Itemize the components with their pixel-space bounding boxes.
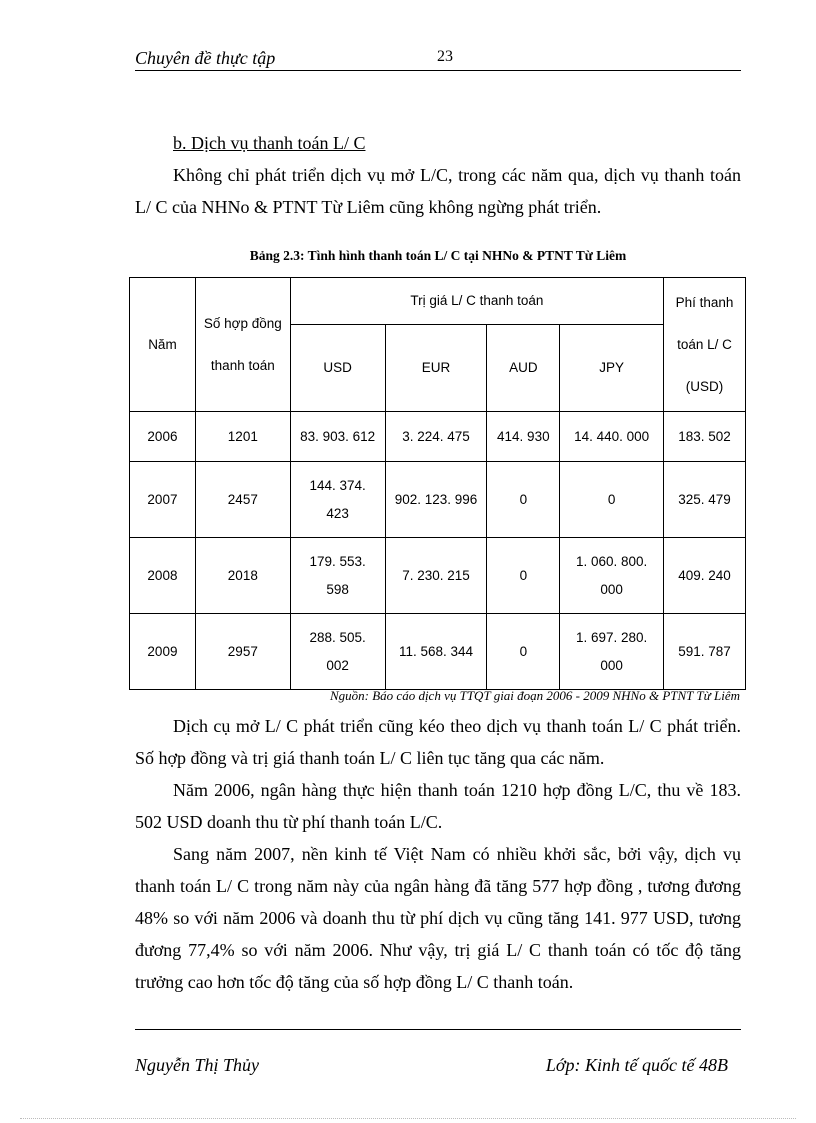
cell-year: 2009 <box>130 614 196 690</box>
section-title: b. Dịch vụ thanh toán L/ C <box>173 133 366 153</box>
cell-fee: 409. 240 <box>664 538 746 614</box>
header-fee-line3: (USD) <box>685 378 724 394</box>
cell-contracts: 2457 <box>195 462 290 538</box>
cell-year: 2007 <box>130 462 196 538</box>
cell-year: 2006 <box>130 412 196 462</box>
cell-usd <box>290 412 385 462</box>
table-header-row <box>130 278 746 325</box>
intro-paragraph <box>135 159 741 223</box>
body-paragraph <box>135 710 741 774</box>
header-contracts <box>195 278 290 412</box>
cell-aud: 414. 930 <box>487 412 560 462</box>
header-usd: USD <box>290 325 385 412</box>
lc-payment-table <box>129 277 746 690</box>
header-contracts-line1: Số hợp đồng <box>203 315 282 331</box>
cell-jpy-line1: 14. 440. 000 <box>574 428 650 444</box>
cell-jpy <box>560 412 664 462</box>
header-value-group: Trị giá L/ C thanh toán <box>290 278 663 325</box>
cell-usd-line2: 598 <box>326 581 349 597</box>
intro-text: Không chỉ phát triển dịch vụ mở L/C, trong các năm qua, dịch vụ thanh toán L/ C của NHNo & PTNT Từ Liêm cũng không ngừng phát triển. <box>135 165 741 217</box>
cell-jpy <box>560 614 664 690</box>
table-row <box>130 538 746 614</box>
cell-aud: 0 <box>487 614 560 690</box>
cell-usd <box>290 538 385 614</box>
cell-usd <box>290 462 385 538</box>
page-number: 23 <box>437 48 453 65</box>
cell-aud: 0 <box>487 538 560 614</box>
cell-contracts: 2957 <box>195 614 290 690</box>
table-row <box>130 614 746 690</box>
cell-fee: 325. 479 <box>664 462 746 538</box>
header-fee-line2: toán L/ C <box>677 336 732 352</box>
header-rule <box>135 70 741 71</box>
cell-jpy-line1: 1. 060. 800. <box>576 553 648 569</box>
cell-jpy-line1: 1. 697. 280. <box>576 629 648 645</box>
cell-jpy-line2: 000 <box>600 657 623 673</box>
paragraph-text: Năm 2006, ngân hàng thực hiện thanh toán 1210 hợp đồng L/C, thu về 183. 502 USD doanh thu từ phí thanh toán L/C. <box>135 780 741 832</box>
cell-jpy <box>560 538 664 614</box>
footer-class: Lớp: Kinh tế quốc tế 48B <box>545 1055 728 1075</box>
cell-contracts: 1201 <box>195 412 290 462</box>
cell-fee: 183. 502 <box>664 412 746 462</box>
table-source: Nguồn: Báo cáo dịch vụ TTQT giai đoạn 2006 - 2009 NHNo & PTNT Từ Liêm <box>329 688 740 703</box>
page-bottom-border <box>20 1118 796 1119</box>
footer-author: Nguyễn Thị Thủy <box>135 1055 259 1075</box>
cell-usd-line2: 002 <box>326 657 349 673</box>
cell-eur: 3. 224. 475 <box>385 412 487 462</box>
table-row <box>130 412 746 462</box>
cell-usd-line1: 288. 505. <box>309 629 366 645</box>
cell-jpy-line2: 000 <box>600 581 623 597</box>
cell-eur: 7. 230. 215 <box>385 538 487 614</box>
cell-fee: 591. 787 <box>664 614 746 690</box>
table-row <box>130 462 746 538</box>
cell-year: 2008 <box>130 538 196 614</box>
cell-usd-line1: 83. 903. 612 <box>300 428 376 444</box>
header-fee <box>664 278 746 412</box>
header-aud: AUD <box>487 325 560 412</box>
cell-usd <box>290 614 385 690</box>
table-caption: Bảng 2.3: Tình hình thanh toán L/ C tại NHNo & PTNT Từ Liêm <box>249 248 627 263</box>
footer-rule <box>135 1029 741 1030</box>
body-paragraph <box>135 838 741 998</box>
cell-jpy <box>560 462 664 538</box>
header-jpy: JPY <box>560 325 664 412</box>
header-contracts-line2: thanh toán <box>210 357 275 373</box>
header-fee-line1: Phí thanh <box>675 294 734 310</box>
cell-aud: 0 <box>487 462 560 538</box>
paragraph-text: Dịch cụ mở L/ C phát triển cũng kéo theo dịch vụ thanh toán L/ C phát triển. Số hợp đồng và trị giá thanh toán L/ C liên tục tăng qua các năm. <box>135 716 741 768</box>
cell-usd-line1: 144. 374. <box>309 477 366 493</box>
paragraph-text: Sang năm 2007, nền kinh tế Việt Nam có nhiều khởi sắc, bởi vậy, dịch vụ thanh toán L/ C trong năm này của ngân hàng đã tăng 577 hợp đồng , tương đương 48% so với năm 2006 và doanh thu từ phí dịch vụ cũng tăng 141. 977 USD, tương đương 77,4% so với năm 2006. Như vậy, trị giá L/ C thanh toán có tốc độ tăng trưởng cao hơn tốc độ tăng của số hợp đồng L/ C thanh toán. <box>135 844 741 992</box>
header-eur: EUR <box>385 325 487 412</box>
cell-eur: 902. 123. 996 <box>385 462 487 538</box>
cell-usd-line2: 423 <box>326 505 349 521</box>
cell-contracts: 2018 <box>195 538 290 614</box>
header-year: Năm <box>130 278 196 412</box>
body-paragraph <box>135 774 741 838</box>
cell-eur: 11. 568. 344 <box>385 614 487 690</box>
cell-jpy-line1: 0 <box>607 491 616 507</box>
header-title: Chuyên đề thực tập <box>135 48 276 68</box>
cell-usd-line1: 179. 553. <box>309 553 366 569</box>
